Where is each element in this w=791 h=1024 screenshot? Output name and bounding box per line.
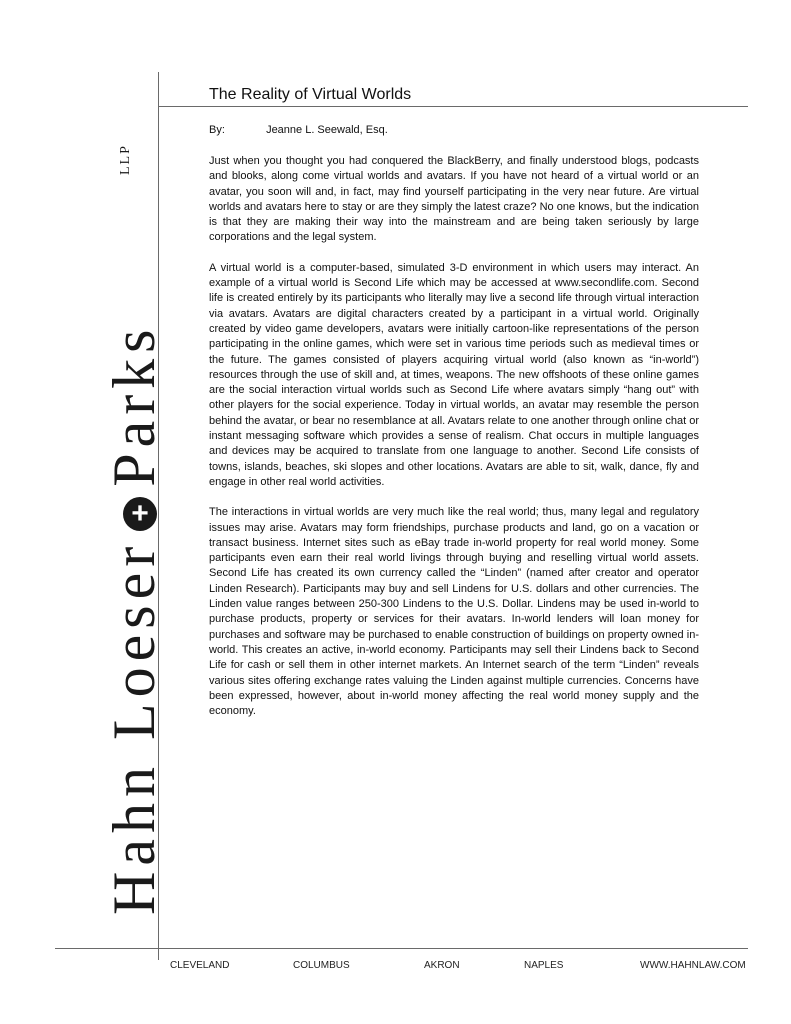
- firm-suffix: LLP: [118, 144, 133, 175]
- footer-office-naples: NAPLES: [524, 960, 564, 971]
- byline: [209, 124, 388, 136]
- paragraph: A virtual world is a computer-based, simulated 3-D environment in which users may interact. An example of a virtual world is Second Life which may be accessed at www.secondlife.com. Second life is created entirely by its participants who literally may live a second life through virtual interaction via avatars. Avatars are digital characters created by a participant in a virtual world. Originally created by video game developers, avatars were initially cartoon-like representations of the person participating in the online games, which were set in various time periods such as medieval times or the future. The games consisted of players acquiring virtual world (also known as “in-world”) resources through the use of skill and, at times, weapons. The new offshoots of these online games are the social interaction virtual worlds such as Second Life where avatars simply “hang out” with other players for the social experience. Today in virtual worlds, an avatar may resemble the person behind the avatar, or bear no resemblance at all. Avatars relate to one another through online chat or instant messaging software which provides a sense of realism. Chat occurs in multiple languages and devices may be acquired to translate from one language to another. Second Life consists of towns, islands, beaches, ski slopes and other locations. Avatars are able to sit, walk, dance, fly and engage in other real world activities.: [209, 261, 699, 488]
- byline-label: By:: [209, 124, 225, 136]
- firm-name-part1: Hahn Loeser: [101, 540, 167, 915]
- footer-office-akron: AKRON: [424, 960, 460, 971]
- article-body: [209, 154, 699, 734]
- firm-name-part2: Parks: [101, 323, 167, 487]
- paragraph: The interactions in virtual worlds are very much like the real world; thus, many legal and regulatory issues may arise. Avatars may form friendships, purchase products and land, go on a vacation or transact business. Internet sites such as eBay trade in-world property for real world money. Some participants even earn their real world livings through buying and reselling virtual world assets. Second Life has created its own currency called the “Linden” (named after creator and operator Linden Research). Participants may buy and sell Lindens for U.S. dollars and other currencies. The Linden value ranges between 250-300 Lindens to the U.S. Dollar. Lindens may be used in-world to purchase products, property or services for their avatars. In-world lenders will loan money for purchases and software may be purchased to enable construction of buildings on property owned in-world. This creates an active, in-world economy. Participants may sell their Lindens back to Second Life for cash or sell them in other internet markets. An Internet search of the term “Linden” reveals various sites offering exchange rates valuing the Linden against multiple currencies. Concerns have been expressed, however, about in-world money affecting the real world money supply and the economy.: [209, 506, 699, 718]
- firm-name: [101, 323, 167, 915]
- title-rule: [158, 106, 748, 107]
- page-title: The Reality of Virtual Worlds: [209, 86, 412, 103]
- author-name: Jeanne L. Seewald, Esq.: [266, 124, 388, 136]
- plus-icon: +: [123, 497, 157, 531]
- footer-rule: [55, 948, 748, 949]
- firm-banner: [0, 0, 167, 948]
- paragraph: Just when you thought you had conquered the BlackBerry, and finally understood blogs, podcasts and blooks, along come virtual worlds and avatars. If you have not heard of a virtual world or an avatar, you soon will and, in fact, may find yourself participating in the very near future. Are virtual worlds and avatars here to stay or are they simply the latest craze? No one knows, but the indication is that they are making their way into the mainstream and are being taken seriously by large corporations and the legal system.: [209, 155, 699, 244]
- footer-office-cleveland: CLEVELAND: [170, 960, 230, 971]
- footer-office-columbus: COLUMBUS: [293, 960, 350, 971]
- footer-website-link[interactable]: WWW.HAHNLAW.COM: [640, 960, 746, 971]
